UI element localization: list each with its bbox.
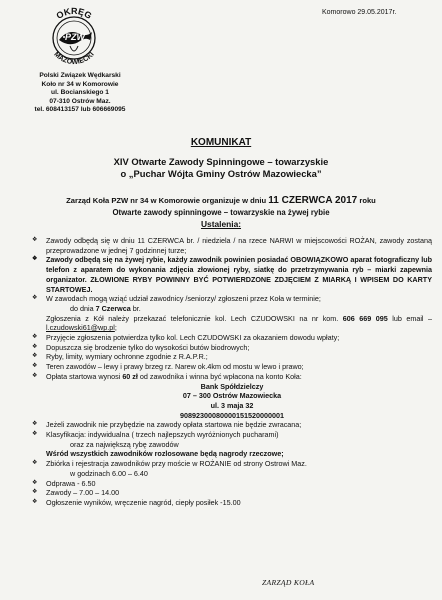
list-item: ❖ Dopuszcza się brodzenie tylko do wysokości butów biodrowych; <box>32 342 250 352</box>
organizer-prefix: Zarząd Koła PZW nr 34 w Komorowie organizuje w dniu <box>66 196 267 205</box>
diamond-bullet-icon: ❖ <box>32 237 38 243</box>
bank-city: 07 – 300 Ostrów Mazowiecka <box>182 391 282 401</box>
address-line: tel. 608413157 lub 606669095 <box>34 106 126 114</box>
diamond-bullet-icon: ❖ <box>32 489 38 496</box>
list-item: ❖ Ryby, limity, wymiary ochronne zgodnie z R.A.P.R.; <box>32 352 208 362</box>
logo-top-text: OKRĘG <box>54 5 94 21</box>
diamond-bullet-icon: ❖ <box>32 431 38 438</box>
list-item: ❖ W zawodach mogą wziąć udział zawodnicy /seniorzy/ zgłoszeni przez Koła w terminie; do dnia 7 Czerwca br. <box>32 294 321 313</box>
list-item: Zgłoszenia z Kół należy przekazać telefonicznie kol. Lech CZUDOWSKI na nr kom. 606 669 095 lub email – l.czudowski61@wp.pl; <box>46 313 432 333</box>
contact-phone: 606 669 095 <box>342 313 388 323</box>
list-item: ❖ Przyjęcie zgłoszenia potwierdza tylko kol. Lech CZUDOWSKI za okazaniem dowodu wpłaty; <box>32 333 340 343</box>
diamond-bullet-icon: ❖ <box>32 363 38 370</box>
list-item: ❖ Zbiórka i rejestracja zawodników przy moście w ROŻANIE od strony Ostrowi Maz. w godzinach 6.00 – 6.40 <box>32 459 307 478</box>
contact-email-link[interactable]: l.czudowski61@wp.pl <box>46 323 115 333</box>
diamond-bullet-icon: ❖ <box>32 334 38 341</box>
pzw-logo <box>40 4 108 70</box>
list-item: ❖ Odprawa - 6.50 <box>32 478 96 488</box>
diamond-bullet-icon: ❖ <box>32 256 38 263</box>
diamond-bullet-icon: ❖ <box>32 353 38 360</box>
diamond-bullet-icon: ❖ <box>32 421 38 428</box>
bank-name: Bank Spółdzielczy <box>200 381 264 391</box>
event-title-line1: XIV Otwarte Zawody Spinningowe – towarzyskie <box>113 156 329 167</box>
entry-fee: 60 zł <box>122 371 138 381</box>
komunikat-heading: KOMUNIKAT <box>190 137 252 148</box>
sender-address <box>20 72 140 115</box>
rules-list <box>32 236 432 508</box>
organizer-line <box>0 195 442 206</box>
list-item: ❖ Ogłoszenie wyników, wręczenie nagród, ciepły posiłek -15.00 <box>32 497 241 507</box>
bank-details <box>32 382 432 421</box>
event-title-line2: o „Puchar Wójta Gminy Ostrów Mazowiecka” <box>120 168 322 179</box>
address-line: Polski Związek Wędkarski <box>39 72 121 79</box>
address-line: Koło nr 34 w Komorowie <box>41 80 119 88</box>
list-item: ❖ Klasyfikacja: indywidualna ( trzech najlepszych wyróżnionych pucharami) oraz za największą rybę zawodów Wśród wszystkich zawodników rozlosowane będą nagrody rzeczowe; <box>32 430 284 459</box>
document-date: Komorowo 29.05.2017r. <box>322 9 397 16</box>
organizer-suffix: roku <box>359 196 376 205</box>
list-item: ❖ Jeżeli zawodnik nie przybędzie na zawody opłata startowa nie będzie zwracana; <box>32 420 302 430</box>
logo-bottom-text: MAZOWIECKI <box>52 50 96 67</box>
list-item: ❖ Zawody – 7.00 – 14.00 <box>32 488 120 498</box>
svg-text:OKRĘG <box>54 6 93 21</box>
diamond-bullet-icon: ❖ <box>32 372 38 379</box>
list-item: ❖ Teren zawodów – lewy i prawy brzeg rz. Narew ok.4km od mostu w lewo i prawo; <box>32 362 304 372</box>
list-item: ❖ Opłata startowa wynosi 60 zł od zawodnika i winna być wpłacona na konto Koła: <box>32 371 302 381</box>
diamond-bullet-icon: ❖ <box>32 343 38 350</box>
logo-center-text: PZW <box>65 32 85 42</box>
ustalenia-heading: Ustalenia: <box>200 219 242 229</box>
diamond-bullet-icon: ❖ <box>32 295 38 302</box>
address-line: 07-310 Ostrów Maz. <box>49 97 111 105</box>
diamond-bullet-icon: ❖ <box>32 460 38 467</box>
event-subtitle: Otwarte zawody spinningowe – towarzyskie na żywej rybie <box>112 208 330 217</box>
diamond-bullet-icon: ❖ <box>32 498 38 505</box>
address-line: ul. Bocianskiego 1 <box>51 89 109 97</box>
list-item: ❖ Zawody odbędą się w dniu 11 CZERWCA br. / niedziela / na rzece NARWI w miejscowości ROŻAN, zawody zostaną przeprowadzone w jednej 7 godzinnej turze; <box>32 236 432 255</box>
list-item: ❖ Zawody odbędą się na żywej rybie, każdy zawodnik powinien posiadać OBOWIĄZKOWO aparat fotograficzny lub telefon z aparatem do wykonania zdjęcia złowionej ryby, siatkę do przetrzymywania ryb – miarki zapewnia organizator. ZŁOWIONE RYBY POWINNY BYĆ POTWIERDZONE ZDJĘCIEM Z MIARKĄ I WPISEM DO KARTY STARTOWEJ. <box>32 255 432 294</box>
signature: ZARZĄD KOŁA <box>262 578 315 587</box>
event-date: 11 CZERWCA 2017 <box>268 195 358 206</box>
bank-street: ul. 3 maja 32 <box>210 400 254 410</box>
bank-account: 90892300080000151520000001 <box>180 410 284 420</box>
diamond-bullet-icon: ❖ <box>32 479 38 486</box>
